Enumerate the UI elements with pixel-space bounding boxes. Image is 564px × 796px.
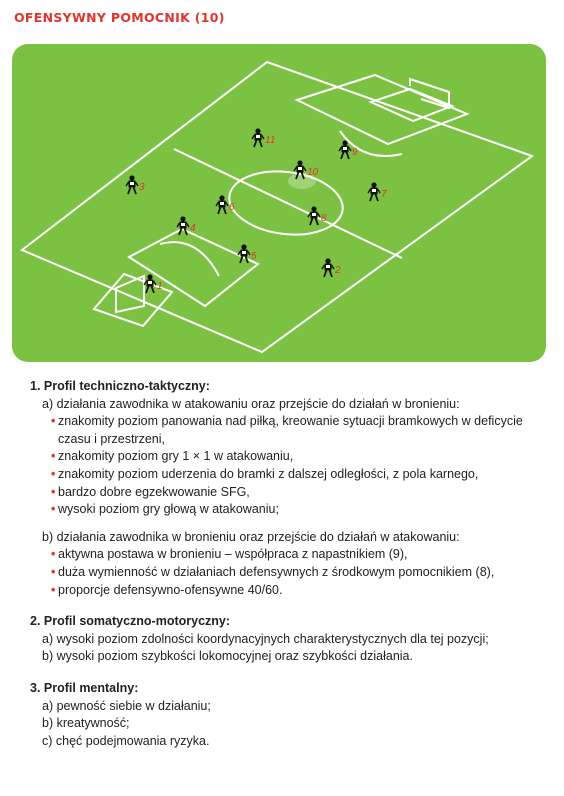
player-11: [252, 128, 275, 147]
pitch-boundary: [22, 62, 532, 352]
player-number-label: 7: [381, 189, 387, 200]
player-number-label: 6: [229, 202, 235, 213]
section-1b-label: b) działania zawodnika w bronieniu oraz przejście do działań w atakowaniu:: [42, 529, 460, 544]
player-2: [322, 258, 341, 277]
bullet-item: • znakomity poziom uderzenia do bramki z dalszej odległości, z pola karnego,: [58, 466, 550, 484]
bullet-item: • znakomity poziom panowania nad piłką, kreowanie sytuacji bramkowych w deficycie czasu i przestrzeni,: [58, 413, 550, 448]
bullet-item: • aktywna postawa w bronieniu – współpraca z napastnikiem (9),: [58, 546, 550, 564]
player-4: [177, 216, 196, 235]
bullet-item: • znakomity poziom gry 1 × 1 w atakowaniu,: [58, 448, 550, 466]
player-7: [368, 182, 387, 201]
goal-bottom: [116, 276, 144, 312]
players-layer: [126, 128, 387, 293]
pitch-lines: [22, 62, 532, 352]
bullet-item: • duża wymienność w działaniach defensywnych z środkowym pomocnikiem (8),: [58, 564, 550, 582]
player-number-label: 1: [157, 281, 163, 292]
penalty-arc-bottom: [160, 242, 219, 276]
profile-text: [30, 378, 550, 750]
bullet-item: • bardzo dobre egzekwowanie SFG,: [58, 484, 550, 502]
player-number-label: 4: [190, 223, 196, 234]
player-9: [339, 140, 358, 159]
section-3-item: b) kreatywność;: [42, 716, 130, 731]
section-1-heading: 1. Profil techniczno-taktyczny:: [30, 379, 210, 393]
bullet-item: • proporcje defensywno-ofensywne 40/60.: [58, 582, 550, 600]
bullet-item: • wysoki poziom gry głową w atakowaniu;: [58, 501, 550, 519]
section-3-item: a) pewność siebie w działaniu;: [42, 698, 211, 713]
player-10: [294, 160, 319, 179]
penalty-area-bottom: [129, 229, 258, 306]
section-1a-label: a) działania zawodnika w atakowaniu oraz przejście do działań w bronieniu:: [42, 396, 460, 411]
player-number-label: 10: [307, 167, 319, 178]
section-2-item: b) wysoki poziom szybkości lokomocyjnej oraz szybkości działania.: [42, 649, 413, 664]
player-number-label: 11: [265, 135, 276, 146]
player-3: [126, 175, 145, 194]
player-number-label: 8: [321, 213, 327, 224]
football-pitch-diagram: [12, 44, 546, 362]
pitch-svg: [12, 44, 546, 362]
player-5: [238, 244, 257, 263]
section-3-item: c) chęć podejmowania ryzyka.: [42, 733, 210, 748]
player-6: [216, 195, 235, 214]
section-2-heading: 2. Profil somatyczno-motoryczny:: [30, 614, 231, 629]
player-number-label: 2: [335, 265, 341, 276]
player-number-label: 5: [251, 251, 257, 262]
player-8: [308, 206, 327, 225]
section-3-heading: 3. Profil mentalny:: [30, 680, 139, 695]
section-2-item: a) wysoki poziom zdolności koordynacyjnych charakterystycznych dla tej pozycji;: [42, 631, 489, 646]
player-number-label: 3: [139, 182, 145, 193]
page-title: OFENSYWNY POMOCNIK (10): [14, 10, 225, 25]
player-number-label: 9: [352, 147, 358, 158]
